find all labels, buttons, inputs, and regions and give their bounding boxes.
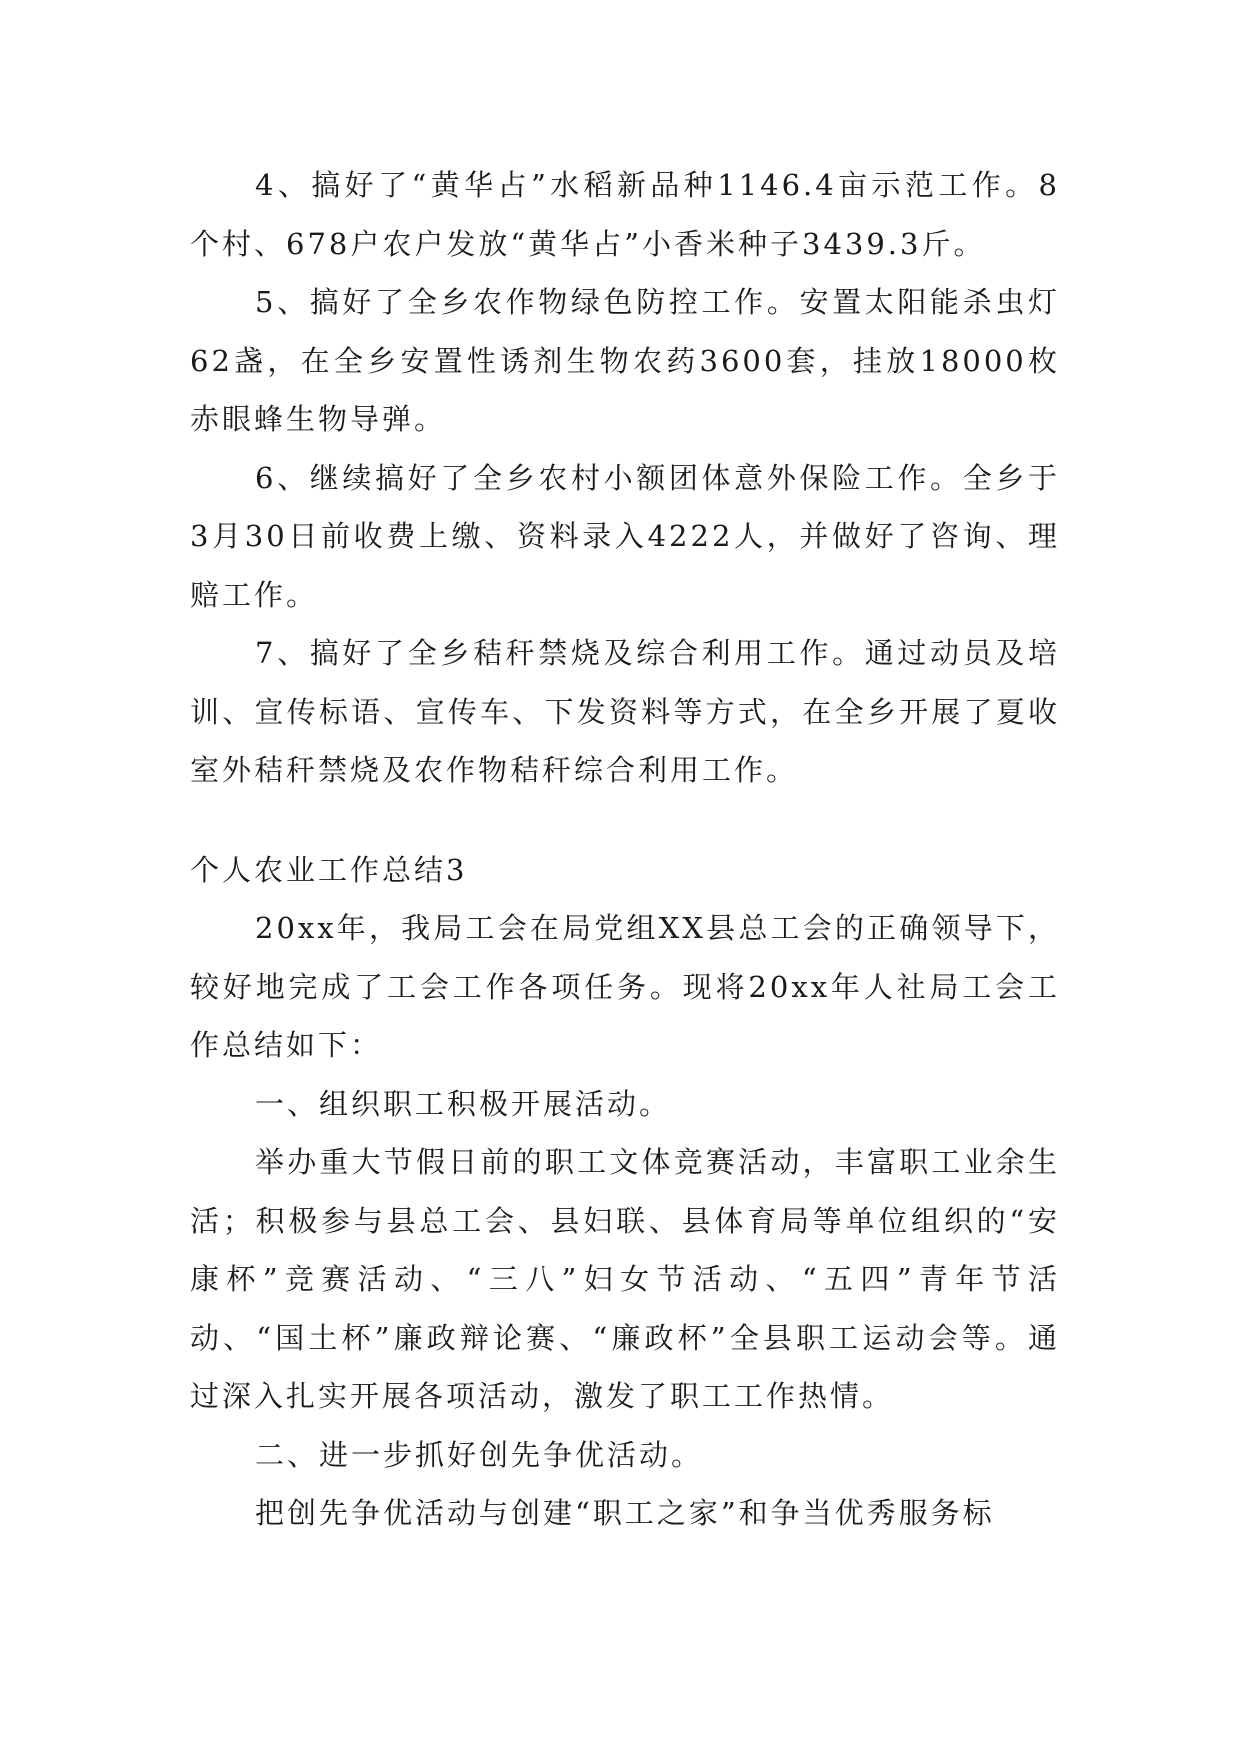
- subheading-two: 二、进一步抓好创先争优活动。: [255, 1437, 704, 1472]
- paragraph-activities: 举办重大节假日前的职工文体竞赛活动，丰富职工业余生活；积极参与县总工会、县妇联、县体育局等单位组织的“安康杯”竞赛活动、“三八”妇女节活动、“五四”青年节活动、“国土杯”廉政辩论赛、“廉政杯”全县职工运动会等。通过深入扎实开展各项活动，激发了职工工作热情。: [190, 1145, 1060, 1413]
- paragraph-item-7: 7、搞好了全乡秸秆禁烧及综合利用工作。通过动员及培训、宣传标语、宣传车、下发资料等方式，在全乡开展了夏收室外秸秆禁烧及农作物秸秆综合利用工作。: [190, 636, 1060, 787]
- paragraph-item-6: 6、继续搞好了全乡农村小额团体意外保险工作。全乡于3月30日前收费上缴、资料录入4222人，并做好了咨询、理赔工作。: [190, 460, 1060, 612]
- document-body: [190, 156, 1060, 1543]
- section-heading: 个人农业工作总结3: [190, 852, 468, 887]
- subheading-one: 一、组织职工积极开展活动。: [255, 1086, 672, 1121]
- paragraph-item-4: 4、搞好了“黄华占”水稻新品种1146.4亩示范工作。8个村、678户农户发放“黄华占”小香米种子3439.3斤。: [190, 168, 1060, 261]
- paragraph-excellence: 把创先争优活动与创建“职工之家”和争当优秀服务标: [255, 1496, 995, 1530]
- paragraph-item-5: 5、搞好了全乡农作物绿色防控工作。安置太阳能杀虫灯62盏，在全乡安置性诱剂生物农药3600套，挂放18000枚赤眼蜂生物导弹。: [190, 285, 1060, 436]
- paragraph-intro: 20xx年，我局工会在局党组XX县总工会的正确领导下，较好地完成了工会工作各项任务。现将20xx年人社局工会工作总结如下：: [190, 911, 1060, 1062]
